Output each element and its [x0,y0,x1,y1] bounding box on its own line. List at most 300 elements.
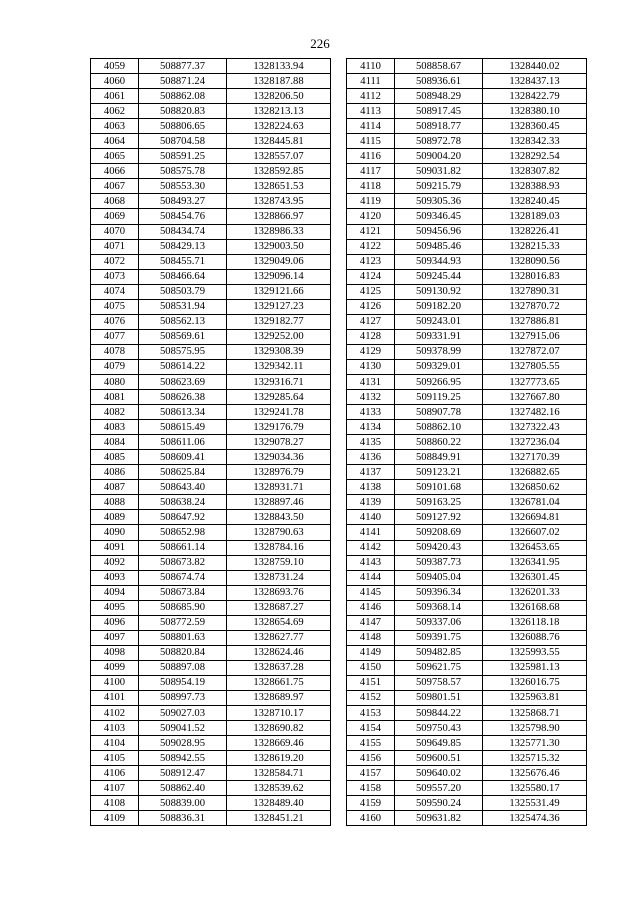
y-coordinate-cell: 1329285.64 [227,390,331,405]
x-coordinate-cell: 508871.24 [139,74,227,89]
point-id-cell: 4110 [347,59,395,74]
table-row [347,329,587,344]
table-row [347,660,587,675]
point-id-cell: 4121 [347,224,395,239]
x-coordinate-cell: 509368.14 [395,600,483,615]
point-id-cell: 4061 [91,89,139,104]
point-id-cell: 4123 [347,254,395,269]
table-row [91,660,331,675]
y-coordinate-cell: 1325771.30 [483,736,587,751]
table-row [347,89,587,104]
table-row [91,675,331,690]
y-coordinate-cell: 1328226.41 [483,224,587,239]
table-row [91,736,331,751]
x-coordinate-cell: 508839.00 [139,796,227,811]
x-coordinate-cell: 509396.34 [395,585,483,600]
point-id-cell: 4153 [347,706,395,721]
point-id-cell: 4159 [347,796,395,811]
y-coordinate-cell: 1329308.39 [227,344,331,359]
table-row [347,570,587,585]
table-row [347,736,587,751]
y-coordinate-cell: 1327870.72 [483,299,587,314]
x-coordinate-cell: 508615.49 [139,420,227,435]
x-coordinate-cell: 509844.22 [395,706,483,721]
point-id-cell: 4119 [347,194,395,209]
point-id-cell: 4144 [347,570,395,585]
y-coordinate-cell: 1325798.90 [483,721,587,736]
table-row [91,299,331,314]
y-coordinate-cell: 1328784.16 [227,540,331,555]
point-id-cell: 4111 [347,74,395,89]
table-row [347,766,587,781]
y-coordinate-cell: 1328187.88 [227,74,331,89]
table-row [91,119,331,134]
table-row [91,194,331,209]
x-coordinate-cell: 508897.08 [139,660,227,675]
y-coordinate-cell: 1328584.71 [227,766,331,781]
x-coordinate-cell: 508531.94 [139,299,227,314]
table-row [91,585,331,600]
x-coordinate-cell: 508907.78 [395,405,483,420]
table-row [91,405,331,420]
x-coordinate-cell: 508877.37 [139,59,227,74]
y-coordinate-cell: 1328689.97 [227,690,331,705]
y-coordinate-cell: 1327482.16 [483,405,587,420]
point-id-cell: 4100 [91,675,139,690]
point-id-cell: 4085 [91,450,139,465]
point-id-cell: 4082 [91,405,139,420]
point-id-cell: 4157 [347,766,395,781]
x-coordinate-cell: 509346.45 [395,209,483,224]
point-id-cell: 4091 [91,540,139,555]
table-row [347,284,587,299]
x-coordinate-cell: 509041.52 [139,721,227,736]
y-coordinate-cell: 1325531.49 [483,796,587,811]
table-row [91,811,331,826]
table-row [347,314,587,329]
y-coordinate-cell: 1328976.79 [227,465,331,480]
table-row [347,450,587,465]
x-coordinate-cell: 508575.78 [139,164,227,179]
x-coordinate-cell: 508936.61 [395,74,483,89]
x-coordinate-cell: 509031.82 [395,164,483,179]
table-row [91,269,331,284]
y-coordinate-cell: 1328654.69 [227,615,331,630]
point-id-cell: 4063 [91,119,139,134]
x-coordinate-cell: 509215.79 [395,179,483,194]
point-id-cell: 4072 [91,254,139,269]
x-coordinate-cell: 508948.29 [395,89,483,104]
table-row [91,149,331,164]
table-row [347,59,587,74]
x-coordinate-cell: 508862.40 [139,781,227,796]
y-coordinate-cell: 1325474.36 [483,811,587,826]
y-coordinate-cell: 1328743.95 [227,194,331,209]
table-row [91,359,331,374]
point-id-cell: 4138 [347,480,395,495]
x-coordinate-cell: 509378.99 [395,344,483,359]
point-id-cell: 4071 [91,239,139,254]
table-row [91,781,331,796]
x-coordinate-cell: 508503.79 [139,284,227,299]
x-coordinate-cell: 508575.95 [139,344,227,359]
x-coordinate-cell: 509027.03 [139,706,227,721]
point-id-cell: 4147 [347,615,395,630]
y-coordinate-cell: 1329003.50 [227,239,331,254]
point-id-cell: 4059 [91,59,139,74]
point-id-cell: 4126 [347,299,395,314]
point-id-cell: 4089 [91,510,139,525]
point-id-cell: 4129 [347,344,395,359]
point-id-cell: 4128 [347,329,395,344]
x-coordinate-cell: 508836.31 [139,811,227,826]
x-coordinate-cell: 509329.01 [395,359,483,374]
point-id-cell: 4084 [91,435,139,450]
point-id-cell: 4097 [91,630,139,645]
x-coordinate-cell: 508591.25 [139,149,227,164]
x-coordinate-cell: 508466.64 [139,269,227,284]
y-coordinate-cell: 1329342.11 [227,359,331,374]
y-coordinate-cell: 1328592.85 [227,164,331,179]
x-coordinate-cell: 509649.85 [395,736,483,751]
table-row [91,390,331,405]
y-coordinate-cell: 1328710.17 [227,706,331,721]
table-row [347,374,587,389]
point-id-cell: 4092 [91,555,139,570]
y-coordinate-cell: 1328090.56 [483,254,587,269]
x-coordinate-cell: 509750.43 [395,721,483,736]
table-row [347,706,587,721]
point-id-cell: 4140 [347,510,395,525]
table-row [347,405,587,420]
point-id-cell: 4160 [347,811,395,826]
table-row [347,796,587,811]
x-coordinate-cell: 509182.20 [395,299,483,314]
x-coordinate-cell: 509600.51 [395,751,483,766]
x-coordinate-cell: 509208.69 [395,525,483,540]
y-coordinate-cell: 1326850.62 [483,480,587,495]
y-coordinate-cell: 1327805.55 [483,359,587,374]
table-row [91,239,331,254]
x-coordinate-cell: 509485.46 [395,239,483,254]
table-row [347,465,587,480]
table-row [347,420,587,435]
point-id-cell: 4124 [347,269,395,284]
point-id-cell: 4136 [347,450,395,465]
x-coordinate-cell: 509130.92 [395,284,483,299]
point-id-cell: 4109 [91,811,139,826]
point-id-cell: 4079 [91,359,139,374]
point-id-cell: 4158 [347,781,395,796]
table-row [91,224,331,239]
y-coordinate-cell: 1328557.07 [227,149,331,164]
table-row [347,344,587,359]
y-coordinate-cell: 1329096.14 [227,269,331,284]
table-row [347,435,587,450]
y-coordinate-cell: 1325715.32 [483,751,587,766]
y-coordinate-cell: 1328843.50 [227,510,331,525]
table-row [91,450,331,465]
y-coordinate-cell: 1328731.24 [227,570,331,585]
table-row [91,540,331,555]
x-coordinate-cell: 508429.13 [139,239,227,254]
table-row [91,510,331,525]
point-id-cell: 4104 [91,736,139,751]
y-coordinate-cell: 1328759.10 [227,555,331,570]
x-coordinate-cell: 508647.92 [139,510,227,525]
x-coordinate-cell: 508912.47 [139,766,227,781]
x-coordinate-cell: 508918.77 [395,119,483,134]
x-coordinate-cell: 509391.75 [395,630,483,645]
y-coordinate-cell: 1328342.33 [483,134,587,149]
y-coordinate-cell: 1329241.78 [227,405,331,420]
table-row [347,390,587,405]
table-row [347,269,587,284]
table-row [347,209,587,224]
x-coordinate-cell: 508954.19 [139,675,227,690]
y-coordinate-cell: 1327667.80 [483,390,587,405]
table-row [91,766,331,781]
y-coordinate-cell: 1326088.76 [483,630,587,645]
y-coordinate-cell: 1326016.75 [483,675,587,690]
x-coordinate-cell: 508614.22 [139,359,227,374]
x-coordinate-cell: 509337.06 [395,615,483,630]
x-coordinate-cell: 509590.24 [395,796,483,811]
table-row [347,194,587,209]
y-coordinate-cell: 1328213.13 [227,104,331,119]
y-coordinate-cell: 1328693.76 [227,585,331,600]
x-coordinate-cell: 509004.20 [395,149,483,164]
x-coordinate-cell: 509305.36 [395,194,483,209]
table-row [91,555,331,570]
y-coordinate-cell: 1328240.45 [483,194,587,209]
x-coordinate-cell: 508704.58 [139,134,227,149]
y-coordinate-cell: 1329127.23 [227,299,331,314]
table-row [91,706,331,721]
point-id-cell: 4099 [91,660,139,675]
table-row [91,284,331,299]
y-coordinate-cell: 1329034.36 [227,450,331,465]
x-coordinate-cell: 509420.43 [395,540,483,555]
y-coordinate-cell: 1327890.31 [483,284,587,299]
x-coordinate-cell: 508643.40 [139,480,227,495]
point-id-cell: 4143 [347,555,395,570]
y-coordinate-cell: 1326453.65 [483,540,587,555]
point-id-cell: 4151 [347,675,395,690]
point-id-cell: 4069 [91,209,139,224]
table-row [91,630,331,645]
y-coordinate-cell: 1326168.68 [483,600,587,615]
point-id-cell: 4062 [91,104,139,119]
y-coordinate-cell: 1329049.06 [227,254,331,269]
point-id-cell: 4132 [347,390,395,405]
y-coordinate-cell: 1328651.53 [227,179,331,194]
point-id-cell: 4152 [347,690,395,705]
point-id-cell: 4118 [347,179,395,194]
table-row [347,690,587,705]
point-id-cell: 4101 [91,690,139,705]
table-row [91,314,331,329]
table-row [91,374,331,389]
point-id-cell: 4131 [347,374,395,389]
x-coordinate-cell: 508858.67 [395,59,483,74]
y-coordinate-cell: 1328440.02 [483,59,587,74]
y-coordinate-cell: 1328016.83 [483,269,587,284]
point-id-cell: 4139 [347,495,395,510]
table-row [347,480,587,495]
y-coordinate-cell: 1328380.10 [483,104,587,119]
x-coordinate-cell: 509405.04 [395,570,483,585]
x-coordinate-cell: 508685.90 [139,600,227,615]
x-coordinate-cell: 509245.44 [395,269,483,284]
point-id-cell: 4103 [91,721,139,736]
y-coordinate-cell: 1329121.66 [227,284,331,299]
table-row [91,796,331,811]
point-id-cell: 4080 [91,374,139,389]
point-id-cell: 4083 [91,420,139,435]
point-id-cell: 4120 [347,209,395,224]
y-coordinate-cell: 1328661.75 [227,675,331,690]
point-id-cell: 4078 [91,344,139,359]
point-id-cell: 4113 [347,104,395,119]
table-row [91,420,331,435]
y-coordinate-cell: 1328619.20 [227,751,331,766]
table-row [347,254,587,269]
table-row [347,525,587,540]
y-coordinate-cell: 1325981.13 [483,660,587,675]
y-coordinate-cell: 1328224.63 [227,119,331,134]
point-id-cell: 4155 [347,736,395,751]
point-id-cell: 4074 [91,284,139,299]
x-coordinate-cell: 508493.27 [139,194,227,209]
point-id-cell: 4066 [91,164,139,179]
table-row [91,690,331,705]
table-row [347,645,587,660]
point-id-cell: 4125 [347,284,395,299]
x-coordinate-cell: 508638.24 [139,495,227,510]
y-coordinate-cell: 1327773.65 [483,374,587,389]
table-row [347,119,587,134]
table-row [347,164,587,179]
table-row [91,134,331,149]
table-row [347,179,587,194]
point-id-cell: 4075 [91,299,139,314]
y-coordinate-cell: 1328790.63 [227,525,331,540]
y-coordinate-cell: 1327915.06 [483,329,587,344]
table-row [91,89,331,104]
point-id-cell: 4149 [347,645,395,660]
point-id-cell: 4081 [91,390,139,405]
table-row [347,510,587,525]
y-coordinate-cell: 1328388.93 [483,179,587,194]
table-row [91,164,331,179]
y-coordinate-cell: 1327886.81 [483,314,587,329]
table-row [91,570,331,585]
x-coordinate-cell: 508652.98 [139,525,227,540]
x-coordinate-cell: 508820.83 [139,104,227,119]
x-coordinate-cell: 509456.96 [395,224,483,239]
point-id-cell: 4060 [91,74,139,89]
table-row [347,585,587,600]
y-coordinate-cell: 1326301.45 [483,570,587,585]
table-row [347,134,587,149]
y-coordinate-cell: 1328489.40 [227,796,331,811]
y-coordinate-cell: 1328624.46 [227,645,331,660]
x-coordinate-cell: 509123.21 [395,465,483,480]
y-coordinate-cell: 1328133.94 [227,59,331,74]
x-coordinate-cell: 509127.92 [395,510,483,525]
y-coordinate-cell: 1328360.45 [483,119,587,134]
table-row [347,721,587,736]
y-coordinate-cell: 1326607.02 [483,525,587,540]
x-coordinate-cell: 509640.02 [395,766,483,781]
x-coordinate-cell: 508609.41 [139,450,227,465]
point-id-cell: 4150 [347,660,395,675]
y-coordinate-cell: 1328897.46 [227,495,331,510]
point-id-cell: 4135 [347,435,395,450]
y-coordinate-cell: 1328206.50 [227,89,331,104]
y-coordinate-cell: 1325580.17 [483,781,587,796]
x-coordinate-cell: 508553.30 [139,179,227,194]
point-id-cell: 4094 [91,585,139,600]
y-coordinate-cell: 1328690.82 [227,721,331,736]
point-id-cell: 4093 [91,570,139,585]
y-coordinate-cell: 1327322.43 [483,420,587,435]
table-row [91,59,331,74]
point-id-cell: 4102 [91,706,139,721]
table-row [347,540,587,555]
table-row [91,179,331,194]
point-id-cell: 4130 [347,359,395,374]
table-row [347,811,587,826]
point-id-cell: 4112 [347,89,395,104]
y-coordinate-cell: 1326781.04 [483,495,587,510]
x-coordinate-cell: 508661.14 [139,540,227,555]
table-row [91,329,331,344]
point-id-cell: 4064 [91,134,139,149]
table-row [91,104,331,119]
x-coordinate-cell: 508772.59 [139,615,227,630]
x-coordinate-cell: 508455.71 [139,254,227,269]
point-id-cell: 4095 [91,600,139,615]
y-coordinate-cell: 1328539.62 [227,781,331,796]
y-coordinate-cell: 1328215.33 [483,239,587,254]
x-coordinate-cell: 508801.63 [139,630,227,645]
x-coordinate-cell: 508569.61 [139,329,227,344]
point-id-cell: 4090 [91,525,139,540]
y-coordinate-cell: 1329078.27 [227,435,331,450]
point-id-cell: 4146 [347,600,395,615]
page-number: 226 [310,36,330,51]
x-coordinate-cell: 509028.95 [139,736,227,751]
table-row [91,495,331,510]
table-row [91,600,331,615]
table-row [347,615,587,630]
x-coordinate-cell: 508626.38 [139,390,227,405]
x-coordinate-cell: 509163.25 [395,495,483,510]
table-row [91,254,331,269]
x-coordinate-cell: 509801.51 [395,690,483,705]
point-id-cell: 4127 [347,314,395,329]
x-coordinate-cell: 509344.93 [395,254,483,269]
table-row [347,104,587,119]
x-coordinate-cell: 509119.25 [395,390,483,405]
point-id-cell: 4116 [347,149,395,164]
table-row [347,495,587,510]
y-coordinate-cell: 1327170.39 [483,450,587,465]
y-coordinate-cell: 1328866.97 [227,209,331,224]
point-id-cell: 4087 [91,480,139,495]
